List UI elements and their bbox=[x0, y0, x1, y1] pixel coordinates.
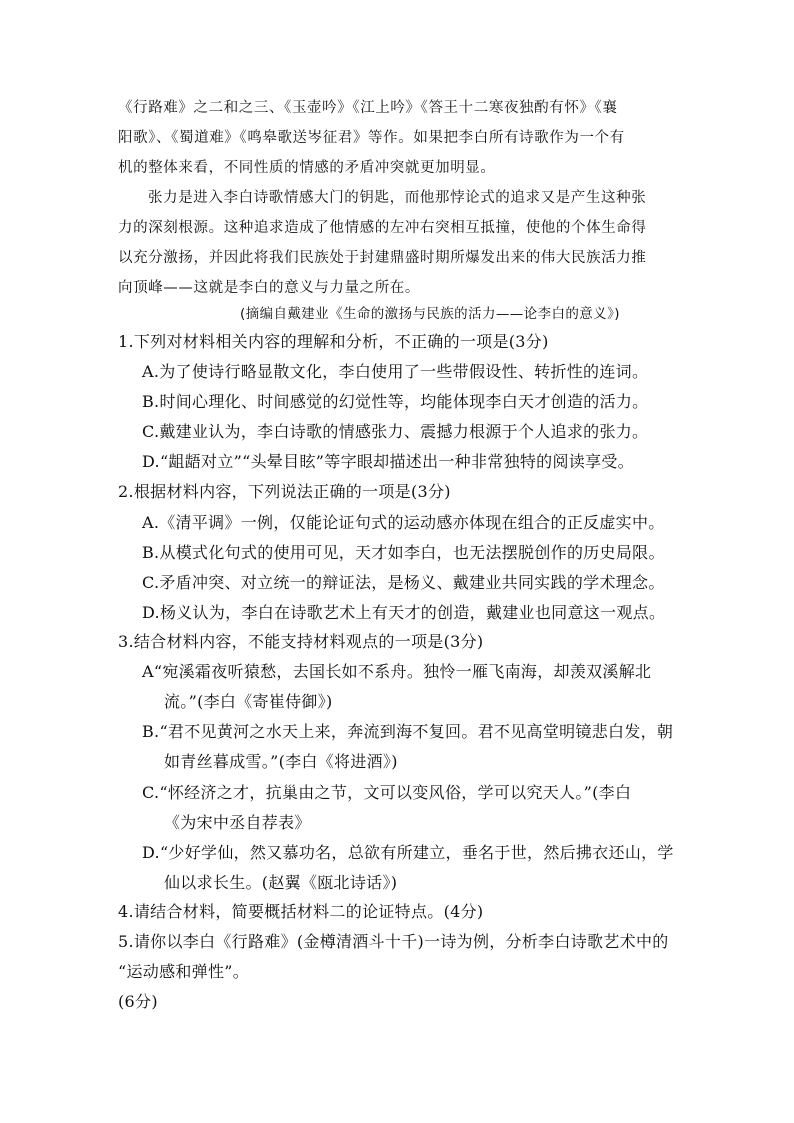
passage-line: 阳歌》、《蜀道难》《鸣皋歌送岑征君》等作。如果把李白所有诗歌作为一个有 bbox=[118, 130, 625, 146]
option-a: A“宛溪霜夜听猿愁，去国长如不系舟。独怜一雁飞南海，却羡双溪解北 bbox=[142, 662, 652, 681]
question-stem: 4.请结合材料，简要概括材料二的论证特点。(4分) bbox=[118, 902, 484, 921]
question-stem: 2.根据材料内容，下列说法正确的一项是(3分) bbox=[118, 482, 451, 501]
option-b: B.从模式化句式的使用可见，天才如李白，也无法摆脱创作的历史局限。 bbox=[142, 543, 665, 562]
question-stem: 5.请你以李白《行路难》(金樽清酒斗十千)一诗为例，分析李白诗歌艺术中的 bbox=[118, 932, 669, 951]
option-d: D.“龃龉对立”“头晕目眩”等字眼却描述出一种非常独特的阅读享受。 bbox=[142, 452, 634, 471]
passage-line: 向顶峰——这就是李白的意义与力量之所在。 bbox=[118, 280, 420, 296]
passage-line: 张力是进入李白诗歌情感大门的钥匙，而他那悖论式的追求又是产生这种张 bbox=[148, 190, 647, 206]
option-a: A.为了使诗行略显散文化，李白使用了一些带假设性、转折性的连词。 bbox=[142, 362, 649, 381]
question-stem: 1.下列对材料相关内容的理解和分析，不正确的一项是(3分) bbox=[118, 332, 549, 351]
option-b-cont: 如青丝暮成雪。”(李白《将进酒》) bbox=[164, 752, 398, 771]
passage-source: (摘编自戴建业《生命的激扬与民族的活力——论李白的意义》) bbox=[240, 306, 620, 322]
option-d: D.“少好学仙，然又慕功名，总欲有所建立，垂名于世，然后拂衣还山，学 bbox=[142, 843, 674, 862]
question-score: (6分) bbox=[118, 992, 158, 1011]
option-c: C.戴建业认为，李白诗歌的情感张力、震撼力根源于个人追求的张力。 bbox=[142, 422, 649, 441]
option-c: C.矛盾冲突、对立统一的辩证法，是杨义、戴建业共同实践的学术理念。 bbox=[142, 573, 665, 592]
question-stem-cont: “运动感和弹性”。 bbox=[118, 962, 250, 981]
passage-line: 机的整体来看，不同性质的情感的矛盾冲突就更加明显。 bbox=[118, 160, 496, 176]
option-c-cont: 《为宋中丞自荐表》 bbox=[164, 813, 311, 832]
option-a: A.《清平调》一例，仅能论证句式的运动感亦体现在组合的正反虚实中。 bbox=[142, 513, 665, 532]
passage-line: 力的深刻根源。这种追求造成了他情感的左冲右突相互抵撞，使他的个体生命得 bbox=[118, 220, 647, 236]
option-c: C.“怀经济之才，抗巢由之节，文可以变风俗，学可以究天人。”(李白 bbox=[142, 783, 632, 802]
passage-line: 《行路难》之二和之三、《玉壶吟》《江上吟》《答王十二寒夜独酌有怀》《襄 bbox=[118, 100, 618, 116]
passage-line: 以充分激扬，并因此将我们民族处于封建鼎盛时期所爆发出来的伟大民族活力推 bbox=[118, 250, 647, 266]
option-b: B.“君不见黄河之水天上来，奔流到海不复回。君不见高堂明镜悲白发，朝 bbox=[142, 722, 674, 741]
option-d: D.杨义认为，李白在诗歌艺术上有天才的创造，戴建业也同意这一观点。 bbox=[142, 603, 666, 622]
option-a-cont: 流。”(李白《寄崔侍御》) bbox=[164, 692, 333, 711]
option-d-cont: 仙以求长生。(赵翼《瓯北诗话》) bbox=[164, 873, 398, 892]
question-stem: 3.结合材料内容，不能支持材料观点的一项是(3分) bbox=[118, 632, 484, 651]
option-b: B.时间心理化、时间感觉的幻觉性等，均能体现李白天才创造的活力。 bbox=[142, 392, 649, 411]
